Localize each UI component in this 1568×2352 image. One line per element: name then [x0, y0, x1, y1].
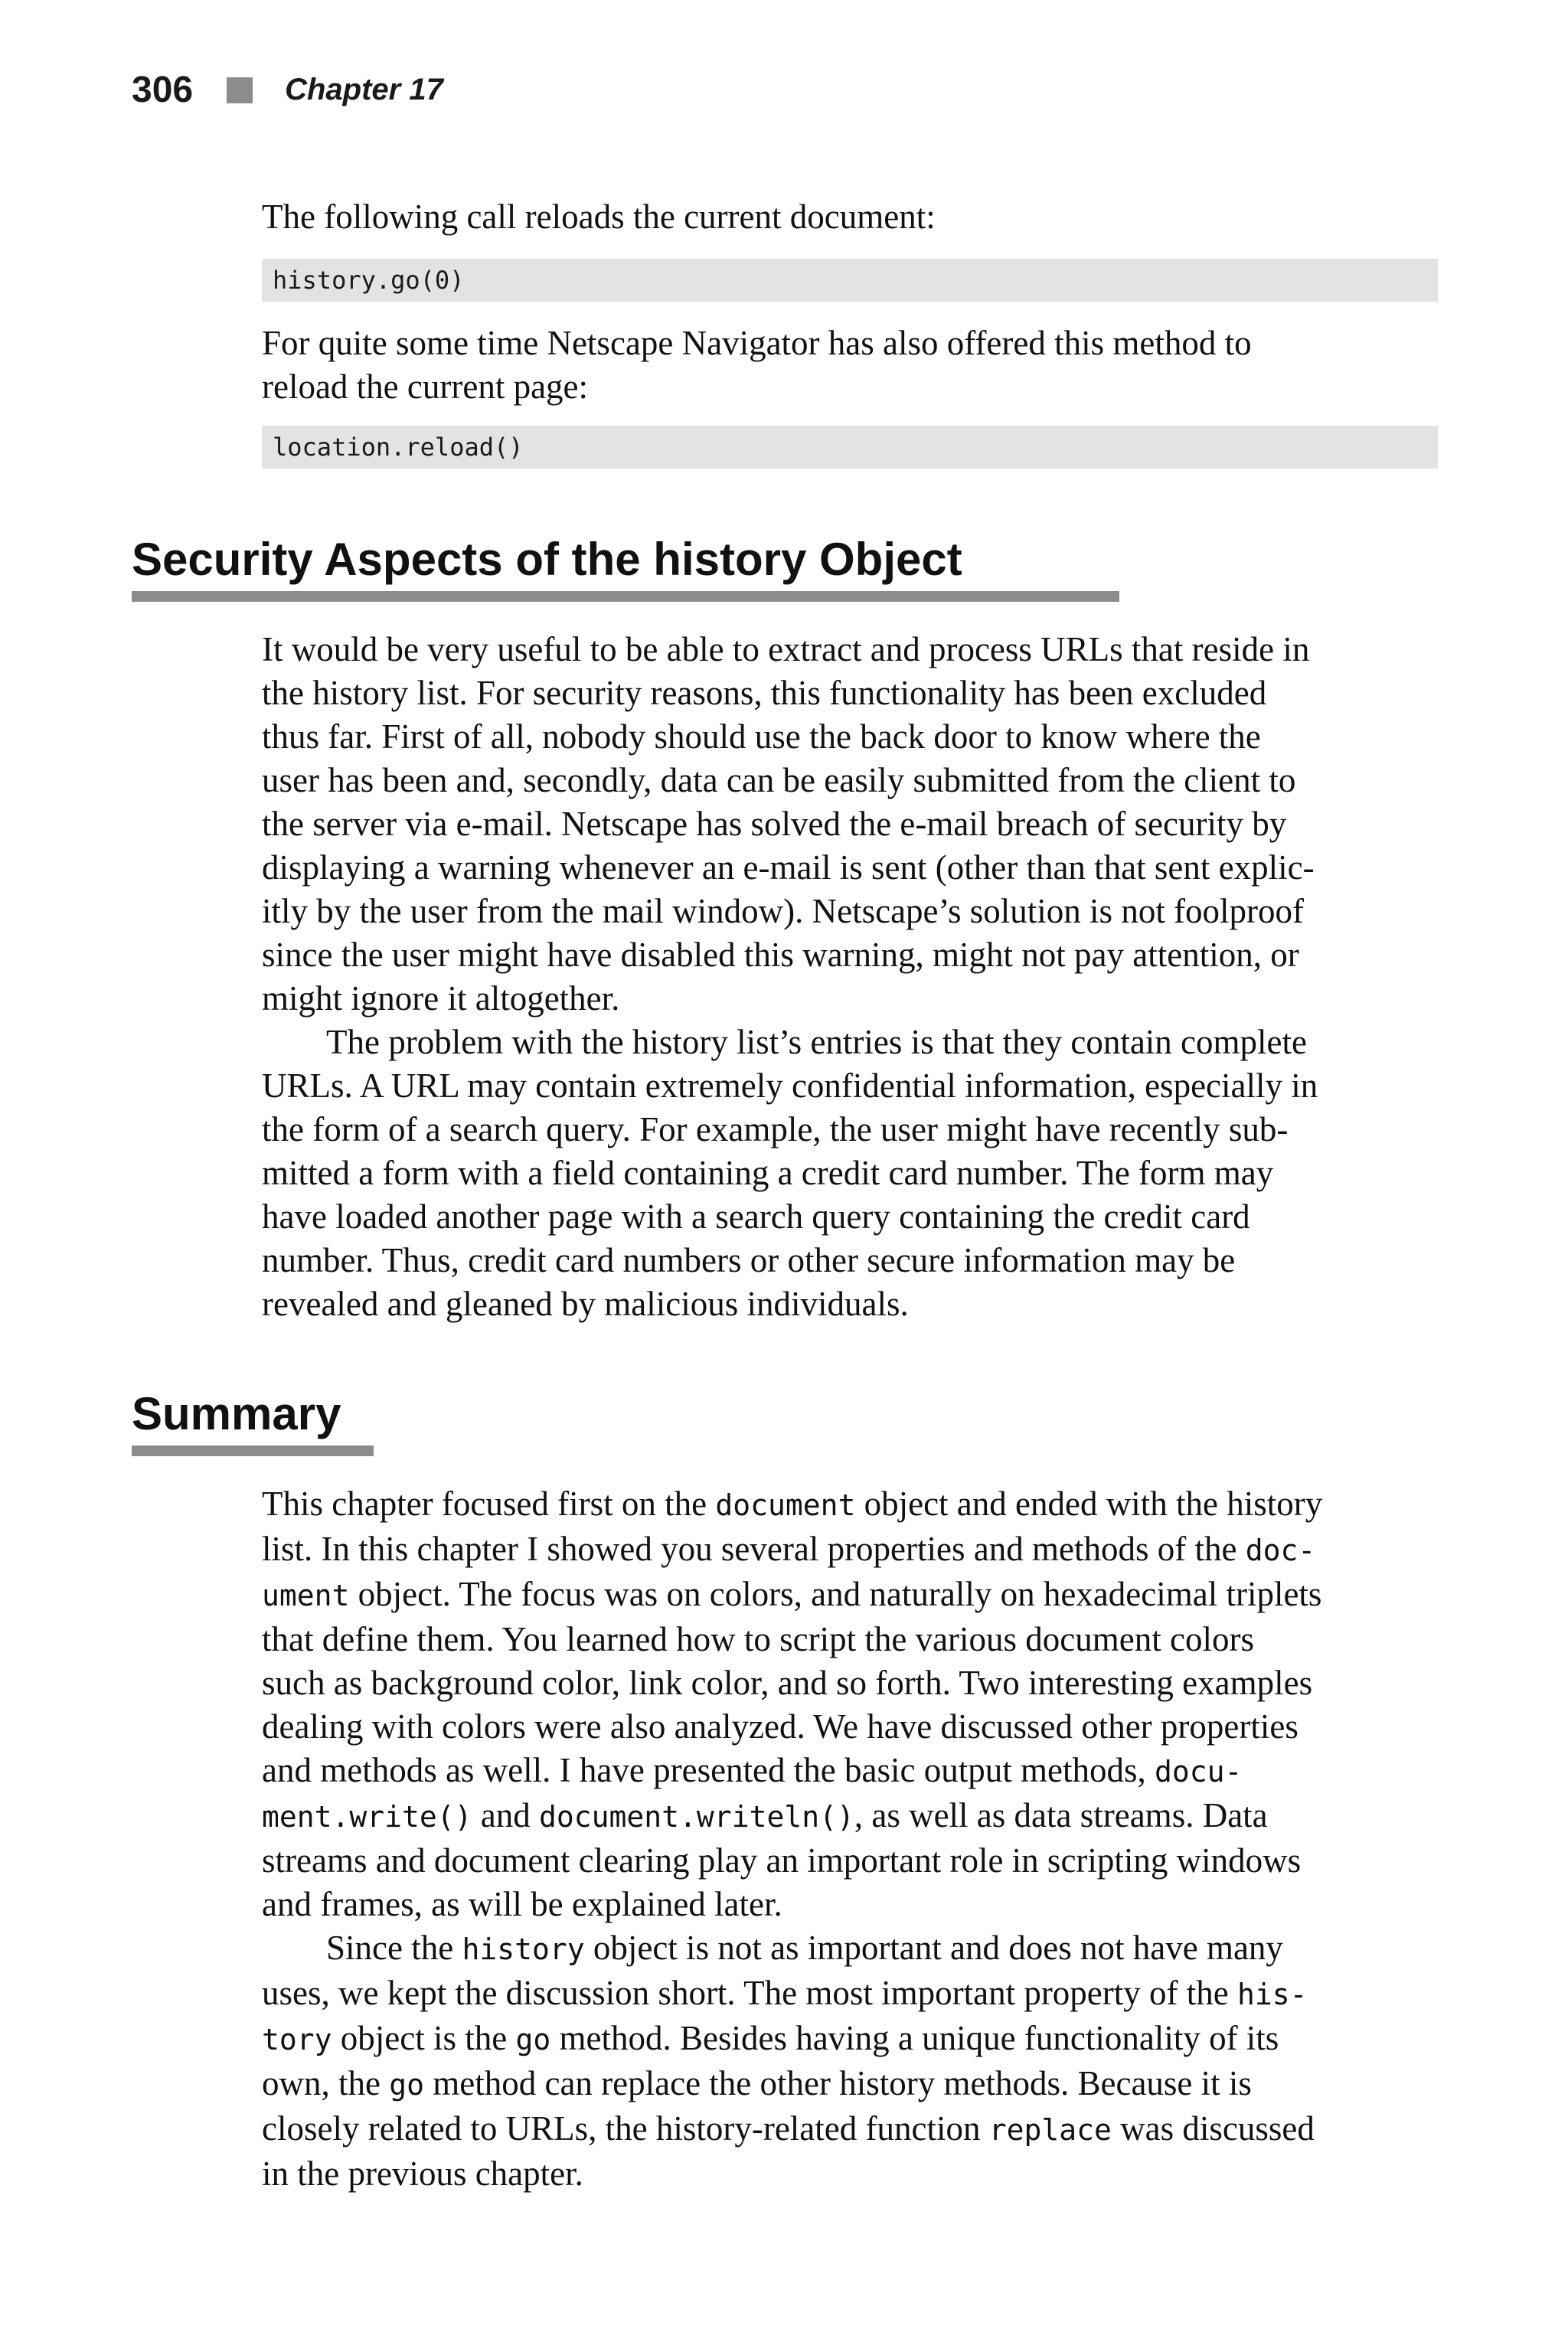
inline-code: ment.write()	[262, 1800, 472, 1834]
text-line: such as background color, link color, and so forth. Two interesting examples	[262, 1664, 1313, 1702]
security-body	[262, 628, 1441, 1326]
code-block-history-go	[262, 259, 1438, 302]
running-header	[132, 69, 443, 111]
text-line: the server via e-mail. Netscape has solved the e-mail breach of security by	[262, 805, 1287, 843]
reload-text: The following call reloads the current document:	[262, 198, 936, 236]
text-line: Since the history object is not as important and does not have many	[326, 1929, 1283, 1967]
inline-code: doc-	[1245, 1534, 1316, 1567]
text-line: the form of a search query. For example, the user might have recently sub-	[262, 1110, 1289, 1148]
inline-code: document.writeln()	[539, 1800, 854, 1834]
inline-code: go	[515, 2023, 551, 2056]
text-line: mitted a form with a field containing a credit card number. The form may	[262, 1154, 1274, 1192]
text-line: since the user might have disabled this warning, might not pay attention, or	[262, 936, 1299, 974]
text-line: own, the go method can replace the other history methods. Because it is	[262, 2064, 1252, 2102]
page-number: 306	[132, 70, 194, 110]
text-line: This chapter focused first on the document object and ended with the history	[262, 1485, 1323, 1523]
netscape-paragraph	[262, 322, 1441, 409]
text-line: closely related to URLs, the history-related function replace was discussed	[262, 2109, 1315, 2148]
text-line: revealed and gleaned by malicious individuals.	[262, 1285, 909, 1323]
text-line: The problem with the history list’s entries is that they contain complete	[326, 1023, 1307, 1061]
text-line: and frames, as will be explained later.	[262, 1885, 782, 1923]
chapter-label: Chapter 17	[285, 73, 443, 106]
security-heading-rule	[132, 591, 1119, 602]
netscape-text-line-2: reload the current page:	[262, 368, 589, 406]
inline-code: history	[462, 1932, 585, 1966]
security-heading: Security Aspects of the history Object	[132, 534, 962, 585]
text-line: have loaded another page with a search query containing the credit card	[262, 1197, 1250, 1236]
inline-code: his-	[1236, 1978, 1308, 2011]
code-location-reload: location.reload()	[273, 433, 524, 462]
text-line: and methods as well. I have presented the basic output methods, docu-	[262, 1751, 1243, 1789]
text-line: might ignore it altogether.	[262, 979, 620, 1018]
security-paragraph-2	[262, 1021, 1441, 1326]
security-paragraph-1	[262, 628, 1441, 1021]
summary-heading-rule	[132, 1446, 374, 1456]
text-line: uses, we kept the discussion short. The most important property of the his-	[262, 1974, 1308, 2012]
text-line: in the previous chapter.	[262, 2154, 583, 2193]
summary-paragraph-1	[262, 1482, 1441, 1926]
text-line: tory object is the go method. Besides having a unique functionality of its	[262, 2019, 1279, 2057]
text-line: user has been and, secondly, data can be easily submitted from the client to	[262, 761, 1296, 799]
text-line: thus far. First of all, nobody should use the back door to know where the	[262, 717, 1261, 756]
inline-code: go	[389, 2068, 424, 2102]
inline-code: replace	[988, 2113, 1112, 2147]
text-line: It would be very useful to be able to extract and process URLs that reside in	[262, 630, 1310, 668]
code-history-go: history.go(0)	[273, 266, 465, 295]
text-line: list. In this chapter I showed you several properties and methods of the doc-	[262, 1530, 1316, 1568]
text-line: that define them. You learned how to script the various document colors	[262, 1620, 1254, 1658]
text-line: URLs. A URL may contain extremely confidential information, especially in	[262, 1067, 1318, 1105]
text-line: number. Thus, credit card numbers or other secure information may be	[262, 1241, 1236, 1279]
summary-paragraph-2	[262, 1926, 1441, 2196]
inline-code: ument	[262, 1579, 350, 1612]
text-line: ment.write() and document.writeln(), as well as data streams. Data	[262, 1796, 1268, 1834]
summary-body	[262, 1482, 1441, 2196]
summary-heading: Summary	[132, 1388, 341, 1439]
inline-code: document	[715, 1488, 856, 1522]
code-block-location-reload	[262, 426, 1438, 469]
inline-code: tory	[262, 2023, 332, 2056]
text-line: itly by the user from the mail window). Netscape’s solution is not foolproof	[262, 892, 1305, 930]
reload-paragraph	[262, 195, 1441, 239]
inline-code: docu-	[1154, 1755, 1243, 1788]
text-line: ument object. The focus was on colors, and naturally on hexadecimal triplets	[262, 1575, 1322, 1613]
header-square-icon	[227, 77, 253, 103]
text-line: displaying a warning whenever an e-mail is sent (other than that sent explic-	[262, 848, 1315, 887]
text-line: streams and document clearing play an important role in scripting windows	[262, 1841, 1302, 1880]
text-line: dealing with colors were also analyzed. We have discussed other properties	[262, 1707, 1298, 1746]
netscape-text-line-1: For quite some time Netscape Navigator has also offered this method to	[262, 324, 1252, 362]
text-line: the history list. For security reasons, this functionality has been excluded	[262, 674, 1267, 712]
